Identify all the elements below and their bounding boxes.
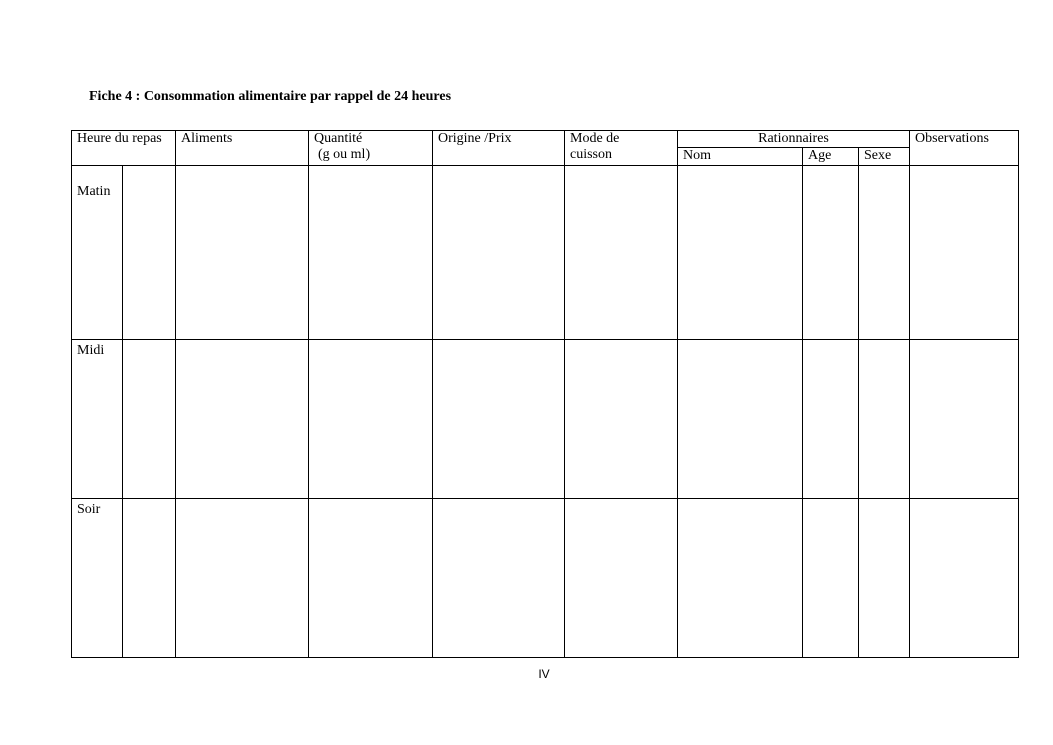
cell-age [803, 340, 859, 499]
cell-origine-prix [433, 166, 565, 340]
cell-aliments [176, 166, 309, 340]
header-aliments [176, 131, 309, 166]
cell-aliments [176, 499, 309, 658]
cell-observations [910, 499, 1019, 658]
header-heure-du-repas [72, 131, 176, 166]
header-quantite-label: Quantité [314, 131, 363, 146]
cell-nom [678, 499, 803, 658]
header-origine-prix [433, 131, 565, 166]
header-quantite-unit: (g ou ml) [318, 147, 371, 162]
cell-observations [910, 340, 1019, 499]
header-row-1 [72, 131, 1019, 148]
cell-blank [123, 166, 176, 340]
header-nom-label: Nom [683, 148, 711, 163]
table-row-matin [72, 166, 1019, 340]
cell-nom [678, 166, 803, 340]
header-observations [910, 131, 1019, 166]
cell-sexe [859, 499, 910, 658]
header-quantite [309, 131, 433, 166]
cell-blank [123, 499, 176, 658]
page-number: IV [538, 667, 550, 681]
cell-origine-prix [433, 340, 565, 499]
cell-quantite [309, 166, 433, 340]
food-consumption-table [71, 130, 1019, 658]
document-title: Fiche 4 : Consommation alimentaire par rappel de 24 heures [89, 89, 452, 104]
header-origine-prix-label: Origine /Prix [438, 131, 512, 146]
header-rationnaires-label: Rationnaires [758, 131, 829, 146]
header-age-label: Age [808, 148, 832, 163]
row-label-matin: Matin [72, 166, 123, 340]
cell-sexe [859, 166, 910, 340]
header-mode-label-1: Mode de [570, 131, 620, 146]
header-nom [678, 148, 803, 166]
header-observations-label: Observations [915, 131, 989, 146]
cell-nom [678, 340, 803, 499]
cell-age [803, 499, 859, 658]
cell-origine-prix [433, 499, 565, 658]
cell-mode-cuisson [565, 166, 678, 340]
header-sexe-label: Sexe [864, 148, 892, 163]
cell-aliments [176, 340, 309, 499]
header-heure-du-repas-label: Heure du repas [77, 131, 162, 146]
cell-blank [123, 340, 176, 499]
table-row-soir [72, 499, 1019, 658]
table-row-midi [72, 340, 1019, 499]
row-label-midi: Midi [72, 340, 123, 499]
header-mode-label-2: cuisson [570, 147, 612, 162]
cell-sexe [859, 340, 910, 499]
cell-mode-cuisson [565, 499, 678, 658]
cell-quantite [309, 499, 433, 658]
cell-age [803, 166, 859, 340]
row-label-soir: Soir [72, 499, 123, 658]
header-age [803, 148, 859, 166]
header-sexe [859, 148, 910, 166]
cell-observations [910, 166, 1019, 340]
cell-mode-cuisson [565, 340, 678, 499]
header-aliments-label: Aliments [181, 131, 233, 146]
header-rationnaires [678, 131, 910, 148]
cell-quantite [309, 340, 433, 499]
header-mode-cuisson [565, 131, 678, 166]
